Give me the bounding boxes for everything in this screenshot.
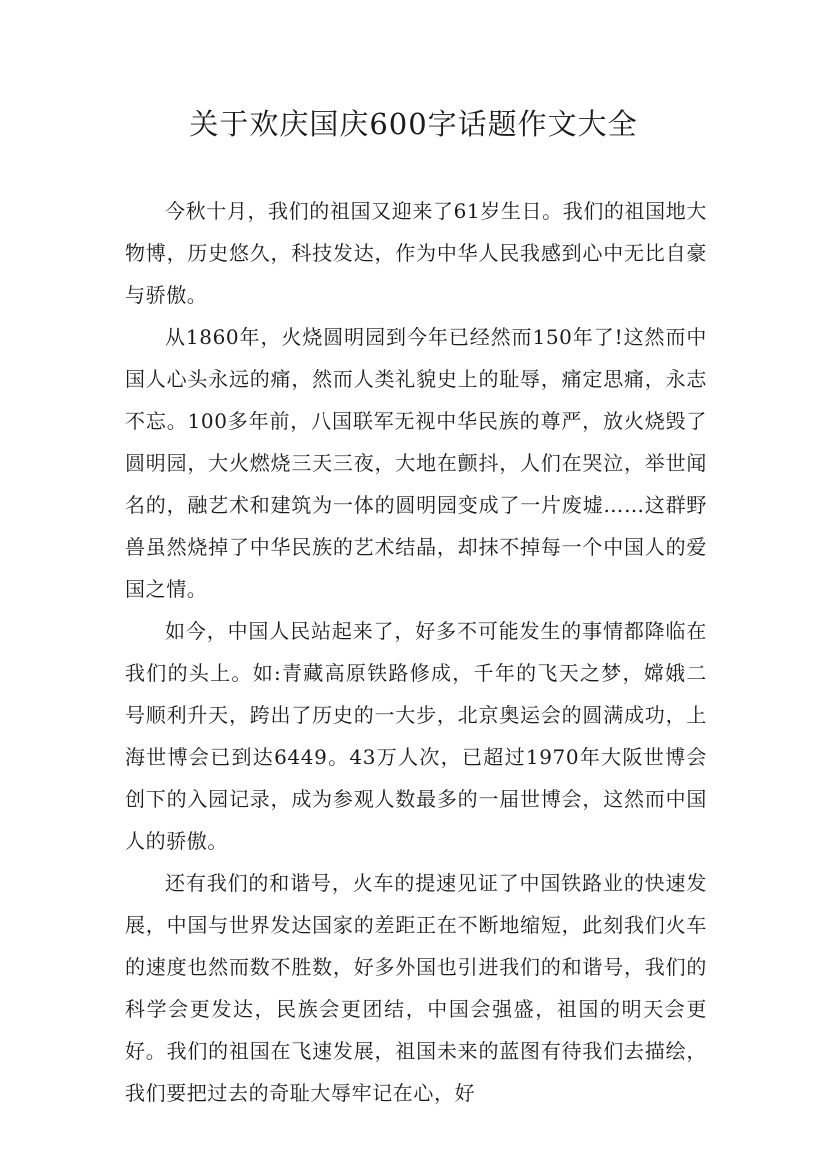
document-body [125,190,707,1114]
paragraph-4: 还有我们的和谐号，火车的提速见证了中国铁路业的快速发展，中国与世界发达国家的差距正在不断地缩短，此刻我们火车的速度也然而数不胜数，好多外国也引进我们的和谐号，我们的科学会更发达，民族会更团结，中国会强盛，祖国的明天会更好。我们的祖国在飞速发展，祖国未来的蓝图有待我们去描绘，我们要把过去的奇耻大辱牢记在心，好 [125,871,707,1105]
paragraph-3: 如今，中国人民站起来了，好多不可能发生的事情都降临在我们的头上。如:青藏高原铁路修成，千年的飞天之梦，嫦娥二号顺利升天，跨出了历史的一大步，北京奥运会的圆满成功，上海世博会已到达6449。43万人次，已超过1970年大阪世博会创下的入园记录，成为参观人数最多的一届世博会，这然而中国人的骄傲。 [125,619,707,853]
paragraph-1: 今秋十月，我们的祖国又迎来了61岁生日。我们的祖国地大物博，历史悠久，科技发达，作为中华人民我感到心中无比自豪与骄傲。 [125,199,707,307]
paragraph-2: 从1860年，火烧圆明园到今年已经然而150年了!这然而中国人心头永远的痛，然而人类礼貌史上的耻辱，痛定思痛，永志不忘。100多年前，八国联军无视中华民族的尊严，放火烧毁了圆明园，大火燃烧三天三夜，大地在颤抖，人们在哭泣，举世闻名的，融艺术和建筑为一体的圆明园变成了一片废墟……这群野兽虽然烧掉了中华民族的艺术结晶，却抹不掉每一个中国人的爱国之情。 [125,325,707,601]
document-title: 关于欢庆国庆600字话题作文大全 [189,107,638,141]
